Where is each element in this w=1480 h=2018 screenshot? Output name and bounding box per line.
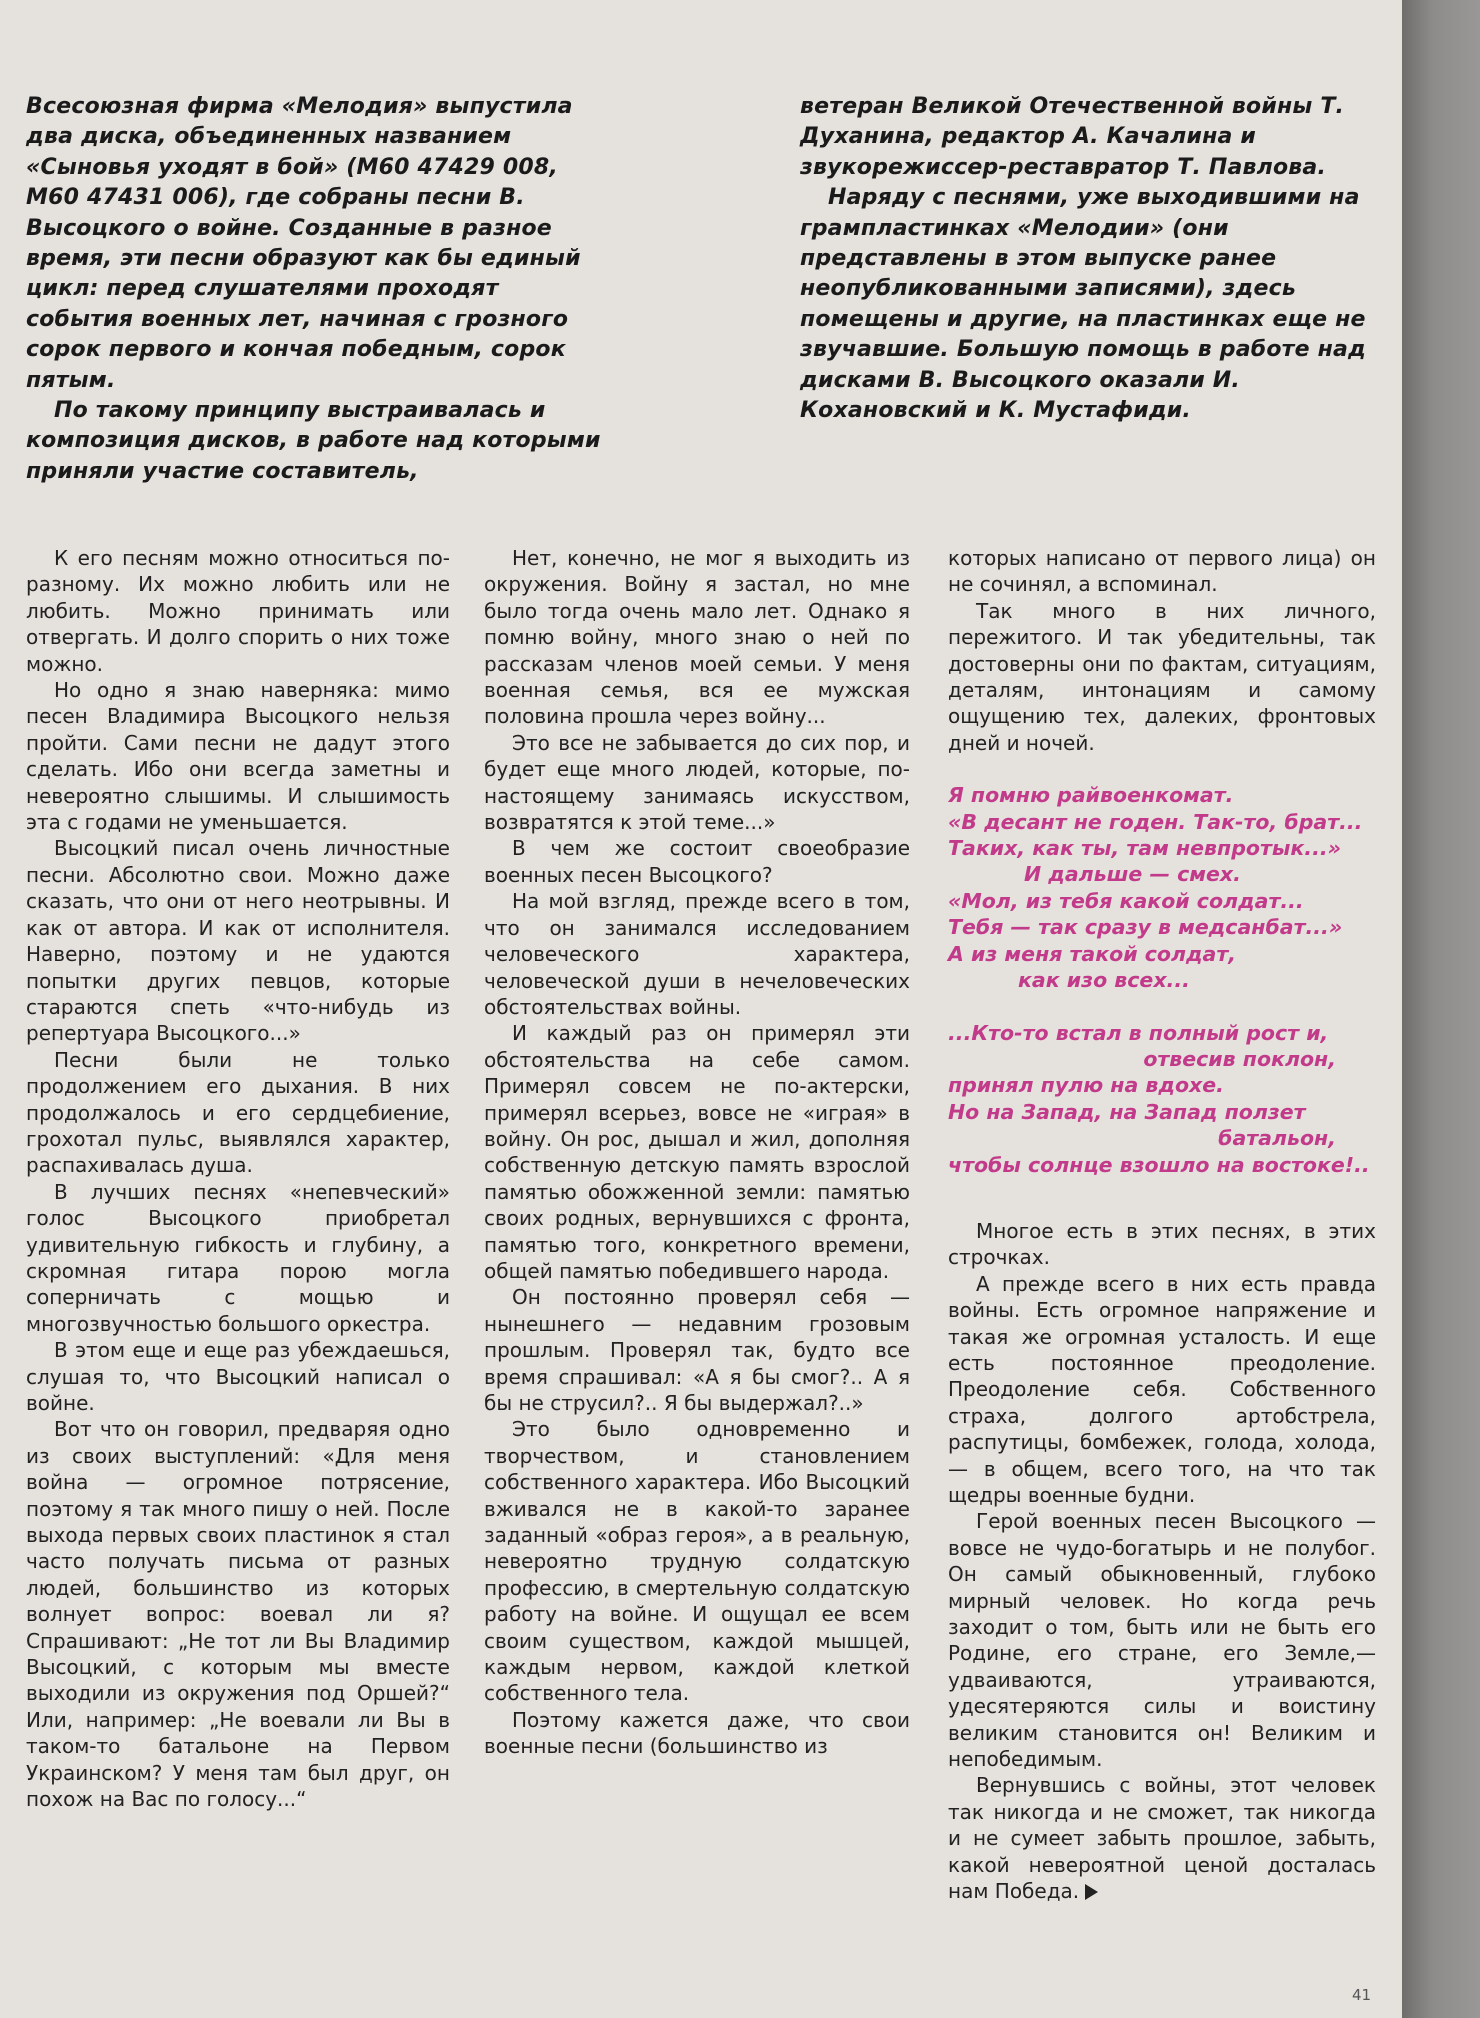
poem-line: отвесив поклон, [1143, 1046, 1336, 1071]
page-number: 41 [1352, 1986, 1372, 2004]
intro-paragraph: Всесоюзная фирма «Мелодия» выпустила два диска, объединенных названием «Сыновья уходят в бой» (М60 47429 008, М60 47431 006), где собраны песни В. Высоцкого о войне. Созданные в разное время, эти песни образуют как бы единый цикл: перед слушателями проходят события военных лет, начиная с грозного сорок первого и кончая победным, сорок пятым. [26, 94, 581, 393]
poem-line: батальон, [1218, 1126, 1336, 1151]
article-column-2 [484, 545, 910, 1760]
poem-quote-2 [948, 1020, 1376, 1178]
paragraph: А прежде всего в них есть правда войны. Есть огромное напряжение и такая же огромная усталость. И еще есть постоянное преодоление. Преодоление себя. Собственного страха, долгого артобстрела, распутицы, бомбежек, голода, холода,— в общем, всего того, на что так щедры военные будни. [948, 1271, 1376, 1507]
poem-line: ...Кто-то встал в полный рост и, [948, 1020, 1329, 1045]
paragraph: Это все не забывается до сих пор, и будет еще много людей, которые, по-настоящему занимаясь искусством, возвратятся к этой теме...» [484, 730, 910, 835]
continue-arrow-icon [1085, 1884, 1098, 1900]
paragraph [948, 1772, 1376, 1904]
paragraph: Вот что он говорил, предваряя одно из своих выступлений: «Для меня война — огромное потрясение, поэтому я так много пишу о ней. После выхода первых своих пластинок я стал часто получать письма от разных людей, большинство из которых волнует вопрос: воевал ли я? Спрашивают: „Не тот ли Вы Владимир Высоцкий, с которым мы вместе выходили из окружения под Оршей?“ Или, например: „Не воевали ли Вы в таком-то батальоне на Первом Украинском? У меня там был друг, он похож на Вас по голосу...“ [26, 1417, 450, 1812]
paragraph: Это было одновременно и творчеством, и становлением собственного характера. Ибо Высоцкий вживался не в какой-то заранее заданный «образ героя», а в реальную, невероятно трудную солдатскую профессию, в смертельную солдатскую работу на войне. И ощущал ее всем своим существом, каждой мышцей, каждым нервом, каждой клеткой собственного тела. [484, 1417, 910, 1706]
paragraph: Многое есть в этих песнях, в этих строчках. [948, 1218, 1376, 1270]
article-column-1 [26, 545, 450, 1813]
paragraph: Герой военных песен Высоцкого — вовсе не чудо-богатырь и не полубог. Он самый обыкновенный, глубоко мирный человек. Но когда речь заходит о том, быть или не быть его Родине, его стране, его Земле,— удваиваются, утраиваются, удесятеряются силы и воистину великим становится он! Великим и непобедимым. [948, 1509, 1376, 1772]
paragraph: Высоцкий писал очень личностные песни. Абсолютно свои. Можно даже сказать, что они от него неотрывны. И как от автора. И как от исполнителя. Наверно, поэтому и не удаются попытки других певцов, которые стараются спеть «что-нибудь из репертуара Высоцкого...» [26, 836, 450, 1046]
paragraph: На мой взгляд, прежде всего в том, что он занимался исследованием человеческого характера, человеческой души в нечеловеческих обстоятельствах войны. [484, 889, 910, 1019]
paragraph-text: Вернувшись с войны, этот человек так никогда и не сможет, так никогда и не сумеет забыть прошлое, забыть, какой невероятной ценой досталась нам Победа. [948, 1773, 1376, 1904]
paragraph: которых написано от первого лица) он не сочинял, а вспоминал. [948, 546, 1376, 597]
poem-line: чтобы солнце взошло на востоке!.. [948, 1152, 1370, 1177]
poem-line: А из меня такой солдат, [948, 941, 1237, 966]
poem-line: как изо всех... [1018, 968, 1190, 993]
intro-paragraph: По такому принципу выстраивалась и композиция дисков, в работе над которыми приняли участие составитель, [26, 398, 601, 484]
poem-line: Я помню райвоенкомат. [948, 783, 1234, 808]
paragraph: В чем же состоит своеобразие военных песен Высоцкого? [484, 836, 910, 887]
poem-line: «Мол, из тебя какой солдат... [948, 888, 1304, 913]
paragraph: К его песням можно относиться по-разному. Их можно любить или не любить. Можно принимать или отвергать. И долго спорить о них тоже можно. [26, 546, 450, 676]
page-edge-shadow [1402, 0, 1480, 2018]
intro-paragraph: ветеран Великой Отечественной войны Т. Духанина, редактор А. Качалина и звукорежиссер-реставратор Т. Павлова. [800, 94, 1345, 180]
paragraph: Но одно я знаю наверняка: мимо песен Владимира Высоцкого нельзя пройти. Сами песни не дадут этого сделать. Ибо они всегда заметны и невероятно слышимы. И слышимость эта с годами не уменьшается. [26, 678, 450, 835]
poem-line: «В десант не годен. Так-то, брат... [948, 809, 1363, 834]
poem-line: Тебя — так сразу в медсанбат...» [948, 915, 1343, 940]
paragraph: В этом еще и еще раз убеждаешься, слушая то, что Высоцкий написал о войне. [26, 1338, 450, 1415]
paragraph: И каждый раз он примерял эти обстоятельства на себе самом. Примерял совсем не по-актерски, примерял всерьез, вовсе не «играя» в войну. Он рос, дышал и жил, дополняя собственную детскую память взрослой памятью обожженной земли: памятью своих родных, вернувшихся с фронта, памятью того, конкретного времени, общей памятью победившего народа. [484, 1021, 910, 1283]
poem-line: принял пулю на вдохе. [948, 1073, 1224, 1098]
paragraph: Песни были не только продолжением его дыхания. В них продолжалось и его сердцебиение, грохотал пульс, выявлялся характер, распахивалась душа. [26, 1047, 450, 1178]
poem-line: Но на Запад, на Запад ползет [948, 1099, 1306, 1124]
paragraph: Так много в них личного, пережитого. И так убедительны, так достоверны они по фактам, ситуациям, деталям, интонациям и самому ощущению тех, далеких, фронтовых дней и ночей. [948, 598, 1376, 755]
intro-right-column [800, 92, 1390, 426]
poem-line: И дальше — смех. [1024, 862, 1241, 887]
paragraph: В лучших песнях «непевческий» голос Высоцкого приобретал удивительную гибкость и глубину, а скромная гитара порою могла соперничать с мощью и многозвучностью большого оркестра. [26, 1179, 450, 1336]
intro-paragraph: Наряду с песнями, уже выходившими на грампластинках «Мелодии» (они представлены в этом выпуске ранее неопубликованными записями), здесь помещены и другие, на пластинках еще не звучавшие. Большую помощь в работе над дисками В. Высоцкого оказали И. Кохановский и К. Мустафиди. [800, 185, 1366, 424]
article-column-3 [948, 545, 1376, 1905]
paragraph: Поэтому кажется даже, что свои военные песни (большинство из [484, 1707, 910, 1759]
paragraph: Он постоянно проверял себя — нынешнего — недавним грозовым прошлым. Проверял так, будто все время спрашивал: «А я бы смог?.. А я бы не струсил?.. Я бы выдержал?..» [484, 1285, 910, 1415]
poem-line: Таких, как ты, там невпротык...» [948, 836, 1341, 861]
poem-quote-1 [948, 782, 1376, 993]
paragraph: Нет, конечно, не мог я выходить из окружения. Войну я застал, но мне было тогда очень мало лет. Однако я помню войну, много знаю о ней по рассказам членов моей семьи. У меня военная семья, вся ее мужская половина прошла через войну... [484, 546, 910, 729]
intro-left-column [26, 92, 606, 487]
